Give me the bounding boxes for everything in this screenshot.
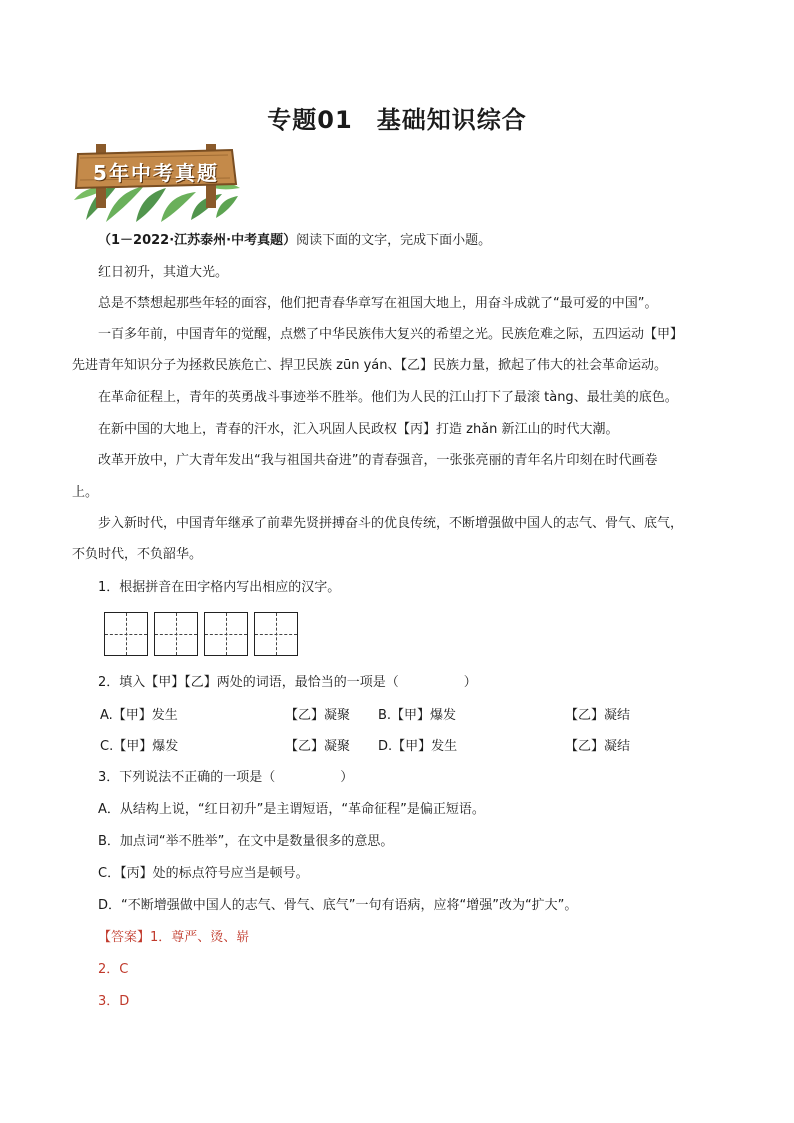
tianzige-box[interactable] — [204, 612, 248, 656]
passage-line: 先进青年知识分子为拯救民族危亡、捍卫民族 zūn yán、【乙】民族力量，掀起了伟大的社会革命运动。 — [72, 358, 667, 373]
answer-line — [72, 928, 722, 948]
question-instruction: 阅读下面的文字，完成下面小题。 — [296, 233, 492, 248]
passage-line: 不负时代，不负韶华。 — [72, 547, 203, 562]
question-source: （1－2022·江苏泰州·中考真题） — [98, 233, 297, 248]
title-text: 基础知识综合 — [376, 106, 527, 134]
q2-option-b-b: 【乙】凝结 — [565, 708, 631, 723]
q2-option-c: C.【甲】爆发 — [100, 739, 179, 754]
passage-line: 上。 — [72, 485, 99, 500]
answer-3: 3．D — [98, 994, 130, 1009]
q2-option-d: D.【甲】发生 — [378, 739, 458, 754]
passage-line: 总是不禁想起那些年轻的面容，他们把青春华章写在祖国大地上，用奋斗成就了“最可爱的中国”。 — [98, 296, 658, 311]
passage-line: 改革开放中，广大青年发出“我与祖国共奋进”的青春强音，一张张亮丽的青年名片印刻在时代画卷 — [98, 453, 658, 468]
answer-2: 2．C — [98, 962, 129, 977]
q2-option-a: A.【甲】发生 — [100, 708, 178, 723]
answer-label: 【答案】 — [98, 930, 151, 945]
tianzige-box[interactable] — [104, 612, 148, 656]
passage-line: 步入新时代，中国青年继承了前辈先贤拼搏奋斗的优良传统，不断增强做中国人的志气、骨气、底气， — [98, 516, 684, 531]
exam-banner — [66, 140, 242, 222]
q3-option-a: A．从结构上说，“红日初升”是主谓短语，“革命征程”是偏正短语。 — [98, 802, 485, 817]
banner-text: 5年中考真题 — [93, 161, 219, 185]
question-1: 1．根据拼音在田字格内写出相应的汉字。 — [98, 580, 341, 595]
q3-option-c: C．【丙】处的标点符号应当是顿号。 — [98, 866, 309, 881]
q2-option-c-b: 【乙】凝聚 — [285, 739, 351, 754]
q3-option-d: D．“不断增强做中国人的志气、骨气、底气”一句有语病，应将“增强”改为“扩大”。 — [98, 898, 578, 913]
question-2: 2．填入【甲】【乙】两处的词语，最恰当的一项是（ ） — [98, 675, 477, 690]
question-3: 3．下列说法不正确的一项是（ ） — [98, 770, 354, 785]
passage-line: 在革命征程上，青年的英勇战斗事迹举不胜举。他们为人民的江山打下了最滚 tàng、最壮美的底色。 — [98, 390, 678, 405]
tianzige-box[interactable] — [254, 612, 298, 656]
passage-line: 红日初升，其道大光。 — [98, 265, 229, 280]
q2-option-a-b: 【乙】凝聚 — [285, 708, 351, 723]
title-number: 专题01 — [267, 106, 353, 134]
passage-line: 一百多年前，中国青年的觉醒，点燃了中华民族伟大复兴的希望之光。民族危难之际，五四运动【甲】 — [98, 327, 684, 342]
page-title — [0, 100, 794, 135]
q3-option-b: B．加点词“举不胜举”，在文中是数量很多的意思。 — [98, 834, 394, 849]
q2-option-d-b: 【乙】凝结 — [565, 739, 631, 754]
answer-1: 1．尊严、烫、崭 — [150, 930, 250, 945]
question-intro — [72, 231, 722, 251]
tianzige-grid — [104, 612, 298, 656]
tianzige-box[interactable] — [154, 612, 198, 656]
passage-line: 在新中国的大地上，青春的汗水，汇入巩固人民政权【丙】打造 zhǎn 新江山的时代大潮。 — [98, 422, 619, 437]
q2-option-b: B.【甲】爆发 — [378, 708, 457, 723]
